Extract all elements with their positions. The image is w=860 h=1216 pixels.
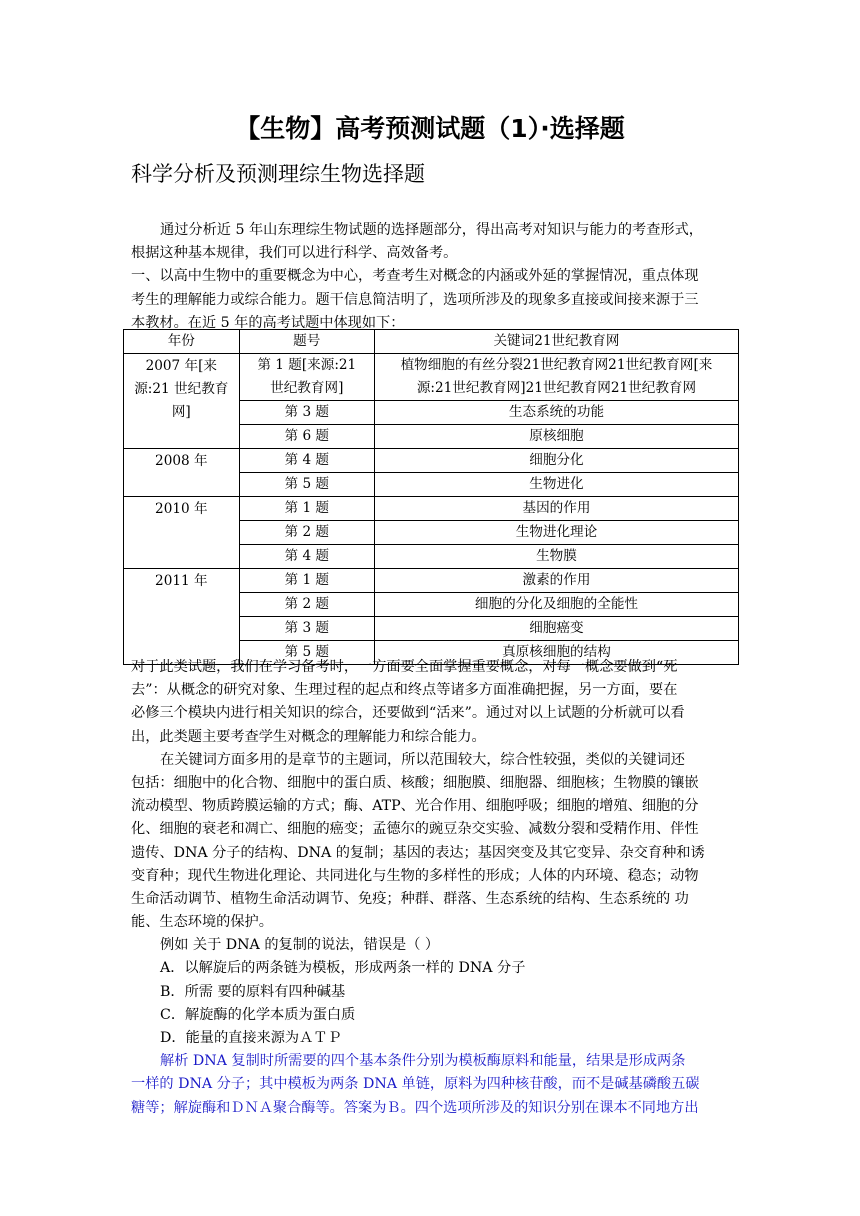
header-question: 题号 (239, 330, 374, 354)
page-title: 【生物】高考预测试题（1）·选择题 (235, 114, 625, 143)
keyword-cell: 细胞分化 (374, 449, 738, 473)
text-line: 化、细胞的衰老和凋亡、细胞的癌变；孟德尔的豌豆杂交实验、减数分裂和受精作用、伴性 (131, 821, 699, 838)
text-line: 对于此类试题，我们在学习备考时，一方面要全面掌握重要概念，对每一概念要做到“死 (131, 659, 678, 675)
keyword-cell: 生态系统的功能 (374, 401, 738, 425)
year-cell (124, 354, 240, 449)
example-option: C．解旋酶的化学本质为蛋白质 (160, 1006, 356, 1023)
analysis-line: 糖等；解旋酶和ＤＮＡ聚合酶等。答案为Ｂ。四个选项所涉及的知识分别在课本不同地方出 (131, 1099, 699, 1116)
table-row (124, 569, 739, 593)
year-cell: 2008 年 (124, 449, 240, 497)
header-keyword: 关键词21世纪教育网 (374, 330, 738, 354)
intro-line: 一、以高中生物中的重要概念为中心，考查考生对概念的内涵或外延的掌握情况，重点体现 (131, 268, 699, 285)
keyword-cell: 生物膜 (374, 545, 738, 569)
example-stem: 例如 关于 DNA 的复制的说法，错误是（ ） (160, 937, 440, 954)
keyword-cell: 细胞的分化及细胞的全能性 (374, 593, 738, 617)
year-text: 网] (171, 404, 191, 420)
text-line: 包括：细胞中的化合物、细胞中的蛋白质、核酸；细胞膜、细胞器、细胞核；生物膜的镶嵌 (131, 774, 699, 791)
year-text: 源:21 世纪教育 (134, 381, 229, 397)
example-option: A．以解旋后的两条链为模板，形成两条一样的 DNA 分子 (160, 960, 526, 977)
text-line: 能、生态环境的保护。 (131, 914, 273, 931)
intro-line: 本教材。在近 5 年的高考试题中体现如下： (131, 314, 405, 331)
question-cell: 第 6 题 (239, 425, 374, 449)
text-line: 在关键词方面多用的是章节的主题词，所以范围较大，综合性较强，类似的关键词还 (160, 751, 685, 768)
text-line: 流动模型、物质跨膜运输的方式；酶、ATP、光合作用、细胞呼吸；细胞的增殖、细胞的分 (131, 798, 699, 815)
intro-line: 考生的理解能力或综合能力。题干信息简洁明了，选项所涉及的现象多直接或间接来源于三 (131, 291, 699, 308)
table-row (124, 449, 739, 473)
table-row (124, 497, 739, 521)
keyword-cell: 激素的作用 (374, 569, 738, 593)
table-row (124, 354, 739, 401)
question-cell: 第 1 题 (239, 497, 374, 521)
keyword-cell: 生物进化理论 (374, 521, 738, 545)
keyword-cell: 细胞癌变 (374, 617, 738, 641)
keyword-cell: 真原核细胞的结构 (374, 641, 738, 665)
analysis-line: 解析 DNA 复制时所需要的四个基本条件分别为模板酶原料和能量，结果是形成两条 (160, 1053, 686, 1070)
keyword-cell (374, 354, 738, 401)
question-cell (239, 354, 374, 401)
text-line: 遗传、DNA 分子的结构、DNA 的复制；基因的表达；基因突变及其它变异、杂交育种和诱 (131, 844, 705, 861)
keyword-cell: 生物进化 (374, 473, 738, 497)
header-year: 年份 (124, 330, 240, 354)
question-cell: 第 3 题 (239, 401, 374, 425)
question-cell: 第 1 题 (239, 569, 374, 593)
page-subtitle: 科学分析及预测理综生物选择题 (131, 162, 425, 186)
question-cell: 第 5 题 (239, 641, 374, 665)
after-table-paragraph (131, 656, 737, 1120)
question-text: 第 1 题[来源:21 (257, 357, 357, 373)
year-cell: 2010 年 (124, 497, 240, 569)
question-cell: 第 2 题 (239, 521, 374, 545)
text-line: 必修三个模块内进行相关知识的综合，还要做到“活来”。通过对以上试题的分析就可以看 (131, 705, 685, 722)
intro-line: 通过分析近 5 年山东理综生物试题的选择题部分，得出高考对知识与能力的考查形式， (160, 222, 703, 238)
keyword-cell: 基因的作用 (374, 497, 738, 521)
text-line: 去”：从概念的研究对象、生理过程的起点和终点等诸多方面准确把握，另一方面，要在 (131, 682, 678, 699)
question-cell: 第 2 题 (239, 593, 374, 617)
question-cell: 第 4 题 (239, 449, 374, 473)
question-cell: 第 5 题 (239, 473, 374, 497)
year-cell: 2011 年 (124, 569, 240, 665)
table-header-row (124, 330, 739, 354)
analysis-line: 一样的 DNA 分子；其中模板为两条 DNA 单链，原料为四种核苷酸，而不是碱基磷酸五碳 (131, 1076, 700, 1093)
text-line: 出，此类题主要考查学生对概念的理解能力和综合能力。 (131, 728, 486, 745)
keyword-text: 植物细胞的有丝分裂21世纪教育网21世纪教育网[来 (400, 357, 713, 373)
year-text: 2007 年[来 (145, 358, 218, 374)
text-line: 生命活动调节、植物生命活动调节、免疫；种群、群落、生态系统的结构、生态系统的 功 (131, 890, 689, 907)
question-text: 世纪教育网] (270, 380, 344, 396)
example-option: B．所需 要的原料有四种碱基 (160, 983, 346, 1000)
intro-paragraph (131, 219, 737, 335)
question-cell: 第 4 题 (239, 545, 374, 569)
example-option: D．能量的直接来源为ＡＴＰ (160, 1030, 342, 1046)
keyword-text: 源:21世纪教育网]21世纪教育网21世纪教育网 (416, 380, 697, 396)
keyword-table (123, 329, 739, 665)
intro-line: 根据这种基本规律，我们可以进行科学、高效备考。 (131, 245, 458, 262)
question-cell: 第 3 题 (239, 617, 374, 641)
text-line: 变育种；现代生物进化理论、共同进化与生物的多样性的形成；人体的内环境、稳态；动物 (131, 867, 699, 884)
keyword-cell: 原核细胞 (374, 425, 738, 449)
